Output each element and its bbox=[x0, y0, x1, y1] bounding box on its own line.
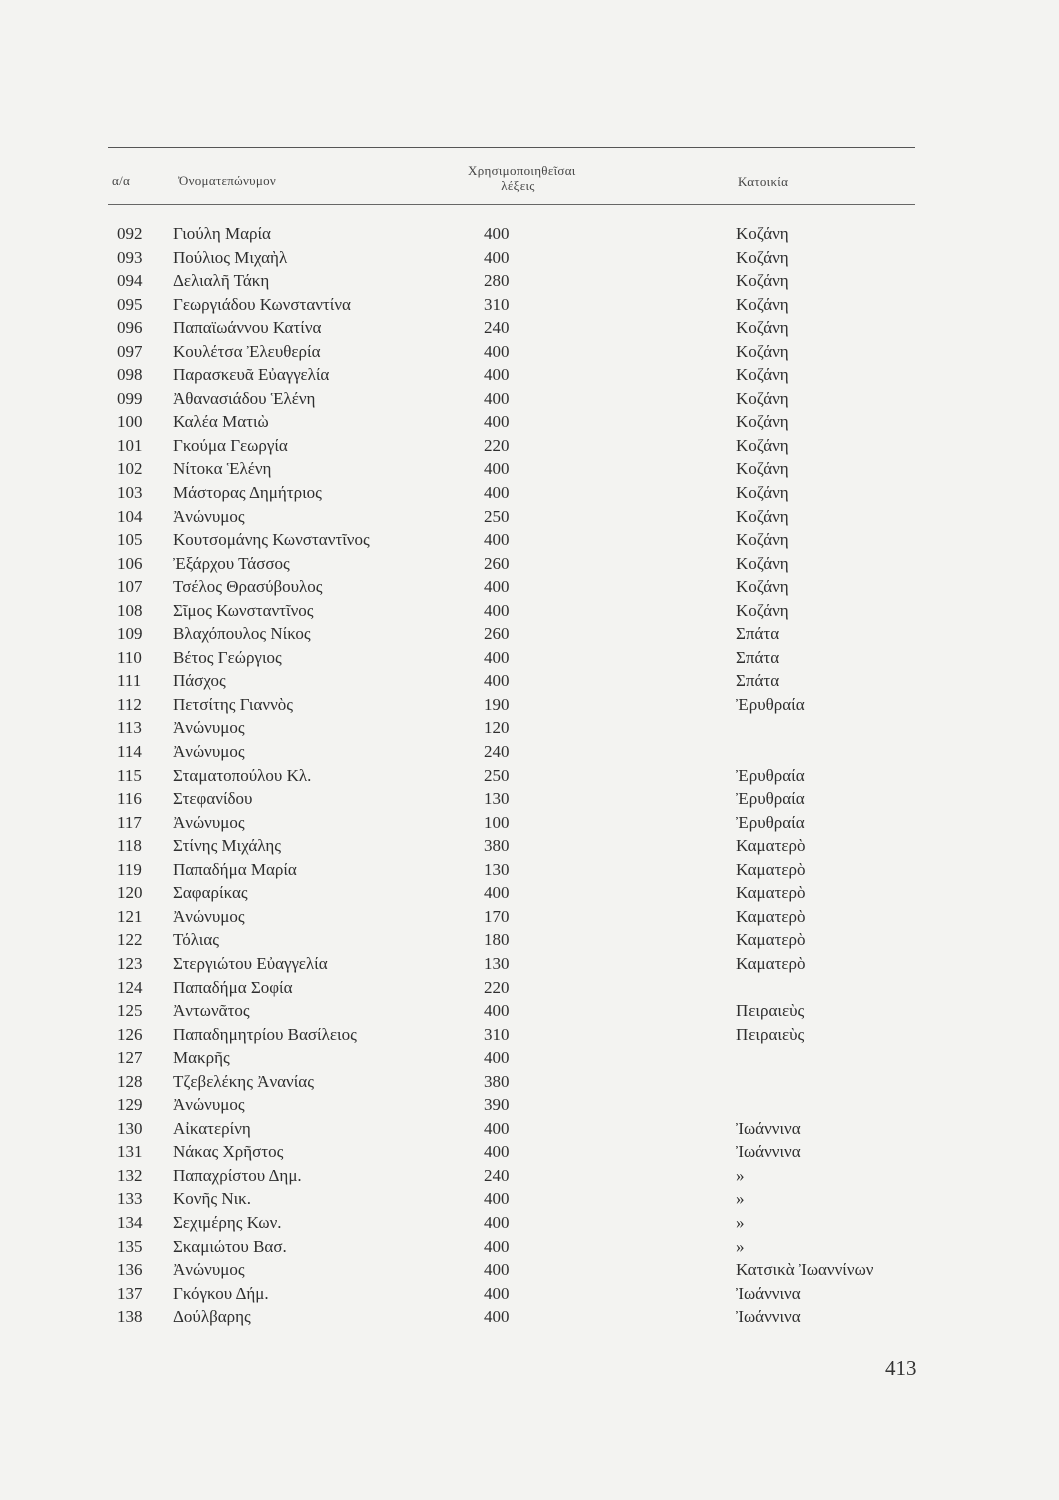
row-words: 400 bbox=[484, 224, 510, 243]
table-row bbox=[0, 1259, 1059, 1283]
page-number: 413 bbox=[885, 1356, 917, 1380]
row-number: 101 bbox=[117, 435, 143, 455]
row-number: 093 bbox=[117, 247, 143, 267]
table-row bbox=[0, 529, 1059, 553]
row-residence: Κοζάνη bbox=[736, 553, 789, 573]
row-name: Παρασκευᾶ Εὐαγγελία bbox=[173, 365, 330, 385]
table-row bbox=[0, 411, 1059, 435]
row-words: 280 bbox=[484, 271, 510, 291]
row-number: 135 bbox=[117, 1236, 143, 1256]
table-row bbox=[0, 977, 1059, 1001]
column-header-residence: Κατοικία bbox=[738, 174, 789, 189]
table-row bbox=[0, 929, 1059, 953]
table-row bbox=[0, 906, 1059, 930]
row-name: Στεργιώτου Εὐαγγελία bbox=[173, 953, 328, 973]
table-row bbox=[0, 1071, 1059, 1095]
row-name: Παπαδήμα Μαρία bbox=[173, 859, 297, 879]
row-number: 132 bbox=[117, 1165, 143, 1185]
row-number: 125 bbox=[117, 1001, 143, 1021]
row-name: Στεφανίδου bbox=[173, 789, 253, 809]
row-name: Βλαχόπουλος Νίκος bbox=[173, 624, 311, 644]
row-residence: Ἐρυθραία bbox=[736, 789, 805, 809]
row-residence: » bbox=[736, 1165, 745, 1185]
table-row bbox=[0, 1141, 1059, 1165]
row-name: Αἰκατερίνη bbox=[173, 1118, 251, 1138]
row-name: Κουτσομάνης Κωνσταντῖνος bbox=[173, 530, 370, 550]
row-number: 107 bbox=[117, 577, 143, 597]
row-number: 106 bbox=[117, 553, 143, 573]
row-name: Σταματοπούλου Κλ. bbox=[173, 765, 312, 785]
row-name: Γιούλη Μαρία bbox=[173, 224, 271, 243]
row-residence: Σπάτα bbox=[736, 671, 780, 691]
row-name: Νάκας Χρῆστος bbox=[173, 1142, 284, 1162]
row-residence: Κοζάνη bbox=[736, 388, 789, 408]
row-name: Πούλιος Μιχαὴλ bbox=[173, 247, 288, 267]
row-words: 400 bbox=[484, 577, 510, 597]
table-row bbox=[0, 1236, 1059, 1260]
row-residence: Καματερὸ bbox=[736, 859, 806, 879]
row-residence: Πειραιεὺς bbox=[736, 1024, 805, 1044]
row-residence: Καματερὸ bbox=[736, 836, 806, 856]
row-words: 380 bbox=[484, 836, 510, 856]
row-words: 100 bbox=[484, 812, 510, 832]
row-number: 118 bbox=[117, 836, 142, 856]
row-name: Γεωργιάδου Κωνσταντίνα bbox=[173, 294, 351, 314]
table-row bbox=[0, 1094, 1059, 1118]
row-residence: Κοζάνη bbox=[736, 341, 789, 361]
row-words: 380 bbox=[484, 1071, 510, 1091]
row-number: 138 bbox=[117, 1307, 143, 1327]
table-row bbox=[0, 270, 1059, 294]
table-row bbox=[0, 882, 1059, 906]
row-name: Κονῆς Νικ. bbox=[173, 1189, 252, 1209]
row-name: Νίτοκα Ἑλένη bbox=[173, 459, 272, 479]
row-residence: Ἐρυθραία bbox=[736, 694, 805, 714]
row-number: 110 bbox=[117, 647, 142, 667]
row-residence: Ἰωάννινα bbox=[736, 1118, 801, 1138]
row-residence: Κοζάνη bbox=[736, 483, 789, 503]
row-name: Ἀνώνυμος bbox=[173, 1095, 245, 1115]
row-words: 220 bbox=[484, 435, 510, 455]
row-name: Ἀθανασιάδου Ἑλένη bbox=[173, 388, 316, 408]
row-words: 250 bbox=[484, 506, 510, 526]
row-number: 115 bbox=[117, 765, 142, 785]
row-words: 400 bbox=[484, 1283, 510, 1303]
row-residence: Καματερὸ bbox=[736, 930, 806, 950]
row-words: 400 bbox=[484, 671, 510, 691]
row-residence: Καματερὸ bbox=[736, 883, 806, 903]
row-name: Δούλβαρης bbox=[173, 1307, 251, 1327]
row-name: Σκαμιώτου Βασ. bbox=[173, 1236, 287, 1256]
table-row bbox=[0, 317, 1059, 341]
row-words: 400 bbox=[484, 412, 510, 432]
row-words: 400 bbox=[484, 388, 510, 408]
table-row bbox=[0, 647, 1059, 671]
row-number: 114 bbox=[117, 742, 142, 762]
table-row bbox=[0, 435, 1059, 459]
row-residence: Ἐρυθραία bbox=[736, 765, 805, 785]
row-number: 108 bbox=[117, 600, 143, 620]
row-words: 400 bbox=[484, 1212, 510, 1232]
table-row bbox=[0, 1000, 1059, 1024]
row-residence: Κοζάνη bbox=[736, 271, 789, 291]
row-number: 097 bbox=[117, 341, 143, 361]
row-residence: Σπάτα bbox=[736, 647, 780, 667]
row-residence: Κοζάνη bbox=[736, 600, 789, 620]
table-row bbox=[0, 623, 1059, 647]
row-words: 240 bbox=[484, 742, 510, 762]
row-residence: Ἰωάννινα bbox=[736, 1283, 801, 1303]
row-words: 400 bbox=[484, 1142, 510, 1162]
table-row bbox=[0, 765, 1059, 789]
row-number: 123 bbox=[117, 953, 143, 973]
row-number: 103 bbox=[117, 483, 143, 503]
row-words: 240 bbox=[484, 318, 510, 338]
table-row bbox=[0, 953, 1059, 977]
table-row bbox=[0, 835, 1059, 859]
row-residence: Κοζάνη bbox=[736, 224, 789, 243]
row-number: 117 bbox=[117, 812, 142, 832]
row-residence: Κοζάνη bbox=[736, 247, 789, 267]
row-words: 400 bbox=[484, 341, 510, 361]
row-number: 137 bbox=[117, 1283, 143, 1303]
table-row bbox=[0, 1283, 1059, 1307]
row-words: 400 bbox=[484, 365, 510, 385]
table-row bbox=[0, 859, 1059, 883]
row-words: 130 bbox=[484, 859, 510, 879]
row-number: 120 bbox=[117, 883, 143, 903]
row-words: 130 bbox=[484, 789, 510, 809]
row-number: 128 bbox=[117, 1071, 143, 1091]
row-name: Παπαδήμα Σοφία bbox=[173, 977, 293, 997]
table-row bbox=[0, 600, 1059, 624]
table-row bbox=[0, 812, 1059, 836]
row-number: 136 bbox=[117, 1260, 143, 1280]
row-words: 400 bbox=[484, 1001, 510, 1021]
table-header-rule bbox=[108, 204, 915, 205]
row-words: 400 bbox=[484, 647, 510, 667]
table-body bbox=[0, 223, 1059, 1330]
table-row bbox=[0, 458, 1059, 482]
row-words: 400 bbox=[484, 1048, 510, 1068]
row-residence: Ἐρυθραία bbox=[736, 812, 805, 832]
row-words: 400 bbox=[484, 1189, 510, 1209]
table-row bbox=[0, 1212, 1059, 1236]
table-row bbox=[0, 741, 1059, 765]
table-row bbox=[0, 223, 1059, 247]
row-name: Πετσίτης Γιαννὸς bbox=[173, 694, 294, 714]
table-row bbox=[0, 388, 1059, 412]
row-words: 400 bbox=[484, 1307, 510, 1327]
row-name: Ἀνώνυμος bbox=[173, 812, 245, 832]
row-number: 129 bbox=[117, 1095, 143, 1115]
row-residence: Καματερὸ bbox=[736, 906, 806, 926]
row-name: Κουλέτσα Ἐλευθερία bbox=[173, 341, 321, 361]
row-number: 095 bbox=[117, 294, 143, 314]
row-number: 116 bbox=[117, 789, 142, 809]
table-row bbox=[0, 1118, 1059, 1142]
row-words: 400 bbox=[484, 247, 510, 267]
row-name: Μάστορας Δημήτριος bbox=[173, 483, 322, 503]
row-name: Ἀνώνυμος bbox=[173, 906, 245, 926]
row-number: 098 bbox=[117, 365, 143, 385]
row-words: 130 bbox=[484, 953, 510, 973]
row-residence: Κοζάνη bbox=[736, 318, 789, 338]
table-row bbox=[0, 1047, 1059, 1071]
row-name: Παπαχρίστου Δημ. bbox=[173, 1165, 302, 1185]
row-number: 124 bbox=[117, 977, 143, 997]
row-words: 390 bbox=[484, 1095, 510, 1115]
table-row bbox=[0, 694, 1059, 718]
row-name: Μακρῆς bbox=[173, 1048, 230, 1068]
row-words: 240 bbox=[484, 1165, 510, 1185]
row-name: Ἀντωνᾶτος bbox=[173, 1001, 250, 1021]
table-row bbox=[0, 482, 1059, 506]
row-number: 100 bbox=[117, 412, 143, 432]
row-name: Ἐξάρχου Τάσσος bbox=[173, 553, 290, 573]
table-row bbox=[0, 553, 1059, 577]
column-header-words-line2: λέξεις bbox=[501, 178, 535, 193]
row-number: 105 bbox=[117, 530, 143, 550]
table-row bbox=[0, 506, 1059, 530]
row-number: 113 bbox=[117, 718, 142, 738]
row-residence: Ἰωάννινα bbox=[736, 1142, 801, 1162]
table-row bbox=[0, 576, 1059, 600]
row-name: Τσέλος Θρασύβουλος bbox=[173, 577, 323, 597]
row-words: 400 bbox=[484, 1236, 510, 1256]
table-row bbox=[0, 294, 1059, 318]
row-number: 111 bbox=[117, 671, 142, 691]
row-residence: Κοζάνη bbox=[736, 412, 789, 432]
table-row bbox=[0, 717, 1059, 741]
row-name: Στίνης Μιχάλης bbox=[173, 836, 282, 856]
row-words: 400 bbox=[484, 1118, 510, 1138]
row-words: 400 bbox=[484, 600, 510, 620]
row-name: Γκούμα Γεωργία bbox=[173, 435, 288, 455]
row-words: 400 bbox=[484, 1260, 510, 1280]
row-number: 119 bbox=[117, 859, 142, 879]
row-name: Πάσχος bbox=[173, 671, 226, 691]
row-number: 131 bbox=[117, 1142, 143, 1162]
table-top-rule bbox=[108, 147, 915, 148]
row-name: Σεχιμέρης Κων. bbox=[173, 1212, 282, 1232]
row-residence: Κοζάνη bbox=[736, 459, 789, 479]
row-number: 126 bbox=[117, 1024, 143, 1044]
row-name: Γκόγκου Δήμ. bbox=[173, 1283, 269, 1303]
row-number: 127 bbox=[117, 1048, 143, 1068]
row-words: 310 bbox=[484, 294, 510, 314]
row-words: 400 bbox=[484, 883, 510, 903]
row-name: Ἀνώνυμος bbox=[173, 1260, 245, 1280]
row-residence: Σπάτα bbox=[736, 624, 780, 644]
row-words: 220 bbox=[484, 977, 510, 997]
row-residence: Κατσικὰ Ἰωαννίνων bbox=[736, 1260, 874, 1280]
row-words: 260 bbox=[484, 553, 510, 573]
row-number: 130 bbox=[117, 1118, 143, 1138]
row-number: 104 bbox=[117, 506, 143, 526]
row-residence: Κοζάνη bbox=[736, 294, 789, 314]
row-residence: Κοζάνη bbox=[736, 577, 789, 597]
row-name: Τόλιας bbox=[173, 930, 219, 950]
row-residence: Κοζάνη bbox=[736, 435, 789, 455]
row-name: Σαφαρίκας bbox=[173, 883, 248, 903]
column-header-words bbox=[468, 163, 576, 193]
row-number: 102 bbox=[117, 459, 143, 479]
column-header-words-line1: Χρησιμοποιηθεῖσαι bbox=[468, 163, 576, 178]
row-residence: » bbox=[736, 1236, 745, 1256]
row-words: 170 bbox=[484, 906, 510, 926]
table-row bbox=[0, 788, 1059, 812]
row-name: Δελιαλῆ Τάκη bbox=[173, 271, 270, 291]
table-row bbox=[0, 364, 1059, 388]
table-row bbox=[0, 670, 1059, 694]
row-words: 400 bbox=[484, 530, 510, 550]
row-words: 120 bbox=[484, 718, 510, 738]
row-residence: » bbox=[736, 1189, 745, 1209]
row-residence: Κοζάνη bbox=[736, 506, 789, 526]
row-name: Ἀνώνυμος bbox=[173, 506, 245, 526]
row-words: 310 bbox=[484, 1024, 510, 1044]
row-words: 180 bbox=[484, 930, 510, 950]
row-number: 122 bbox=[117, 930, 143, 950]
row-residence: Κοζάνη bbox=[736, 365, 789, 385]
table-row bbox=[0, 1024, 1059, 1048]
table-row bbox=[0, 247, 1059, 271]
row-number: 133 bbox=[117, 1189, 143, 1209]
table-row bbox=[0, 1188, 1059, 1212]
row-residence: » bbox=[736, 1212, 745, 1232]
column-header-number: α/α bbox=[112, 173, 131, 188]
row-number: 092 bbox=[117, 224, 143, 243]
column-header-name: Ὀνοματεπώνυμον bbox=[178, 173, 277, 188]
row-words: 250 bbox=[484, 765, 510, 785]
row-number: 094 bbox=[117, 271, 143, 291]
table-row bbox=[0, 1306, 1059, 1330]
row-name: Σῖμος Κωνσταντῖνος bbox=[173, 600, 314, 620]
row-name: Τζεβελέκης Ἀνανίας bbox=[173, 1071, 314, 1091]
row-words: 190 bbox=[484, 694, 510, 714]
row-name: Ἀνώνυμος bbox=[173, 742, 245, 762]
row-number: 099 bbox=[117, 388, 143, 408]
row-number: 134 bbox=[117, 1212, 143, 1232]
row-number: 121 bbox=[117, 906, 143, 926]
row-name: Παπαδημητρίου Βασίλειος bbox=[173, 1024, 357, 1044]
row-words: 400 bbox=[484, 459, 510, 479]
table-row bbox=[0, 1165, 1059, 1189]
row-residence: Ἰωάννινα bbox=[736, 1307, 801, 1327]
row-name: Καλέα Ματιὼ bbox=[173, 412, 269, 432]
row-name: Βέτος Γεώργιος bbox=[173, 647, 282, 667]
row-number: 096 bbox=[117, 318, 143, 338]
row-name: Ἀνώνυμος bbox=[173, 718, 245, 738]
row-name: Παπαϊωάννου Κατίνα bbox=[173, 318, 322, 338]
row-residence: Πειραιεὺς bbox=[736, 1001, 805, 1021]
table-row bbox=[0, 341, 1059, 365]
row-residence: Καματερὸ bbox=[736, 953, 806, 973]
row-number: 109 bbox=[117, 624, 143, 644]
row-residence: Κοζάνη bbox=[736, 530, 789, 550]
row-number: 112 bbox=[117, 694, 142, 714]
row-words: 260 bbox=[484, 624, 510, 644]
row-words: 400 bbox=[484, 483, 510, 503]
